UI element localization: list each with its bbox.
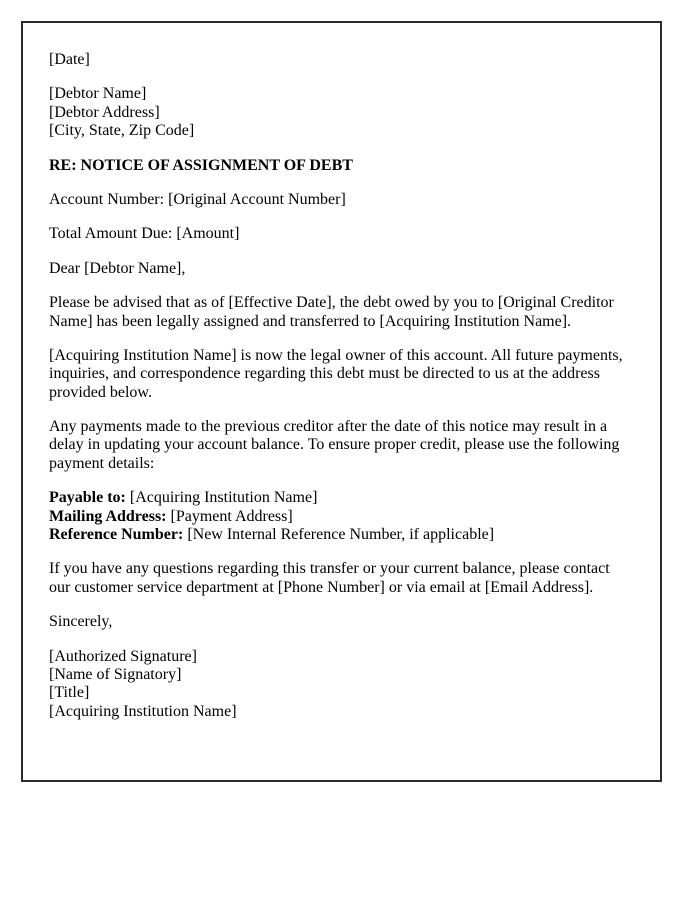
date-line: [Date] (49, 51, 90, 68)
letter-border-box (21, 21, 662, 782)
signature-block (49, 648, 634, 722)
closing-line: Sincerely, (49, 613, 113, 631)
recipient-city-state-zip: [City, State, Zip Code] (49, 122, 195, 140)
salutation: Dear [Debtor Name], (49, 259, 186, 277)
recipient-address: [Debtor Address] (49, 103, 160, 121)
recipient-name: [Debtor Name] (49, 85, 147, 103)
recipient-block (49, 85, 634, 140)
account-number-line: Account Number: [Original Account Number] (49, 190, 346, 208)
authorized-signature-line: [Authorized Signature] (49, 647, 197, 665)
mailing-address-value: [Payment Address] (170, 507, 293, 525)
body-paragraph-ownership: [Acquiring Institution Name] is now the legal owner of this account. All future payments, inquiries, and correspondence regarding this debt must be directed to us at the address provided below. (49, 346, 623, 401)
questions-paragraph: If you have any questions regarding this transfer or your current balance, please contact our customer service department at [Phone Number] or via email at [Email Address]. (49, 560, 610, 596)
body-paragraph-assignment: Please be advised that as of [Effective Date], the debt owed by you to [Original Creditor Name] has been legally assigned and transferred to [Acquiring Institution Name]. (49, 294, 614, 330)
reference-number-value: [New Internal Reference Number, if applicable] (187, 526, 495, 544)
signatory-name-line: [Name of Signatory] (49, 665, 182, 683)
payment-details-block (49, 489, 634, 544)
payable-to-value: [Acquiring Institution Name] (129, 489, 318, 507)
mailing-address-label: Mailing Address: (49, 507, 167, 525)
reference-number-label: Reference Number: (49, 526, 184, 544)
subject-line: RE: NOTICE OF ASSIGNMENT OF DEBT (49, 156, 353, 174)
total-amount-due-line: Total Amount Due: [Amount] (49, 225, 240, 243)
body-paragraph-payments-warning: Any payments made to the previous creditor after the date of this notice may result in a delay in updating your account balance. To ensure proper credit, please use the following payment details: (49, 418, 620, 472)
signatory-title-line: [Title] (49, 684, 90, 702)
payable-to-label: Payable to: (49, 489, 126, 507)
signature-institution-line: [Acquiring Institution Name] (49, 702, 237, 720)
